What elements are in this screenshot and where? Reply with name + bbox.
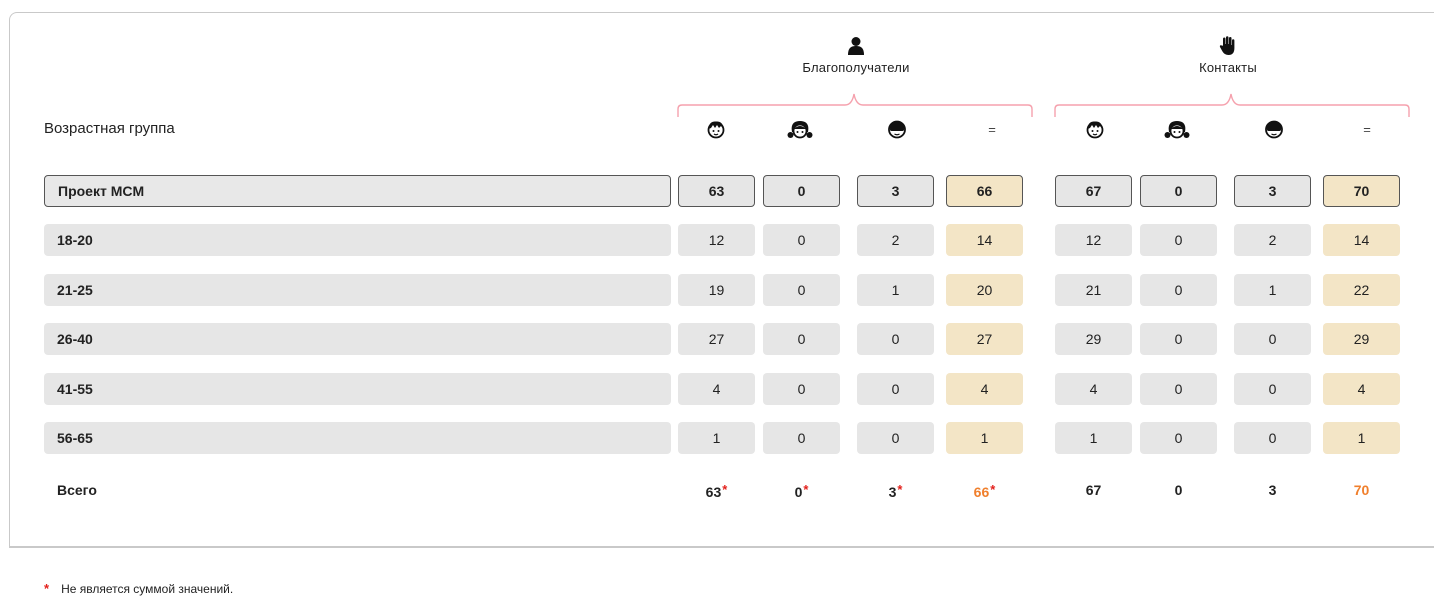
- value-cell: 4: [678, 373, 755, 405]
- not-sum-asterisk: *: [803, 482, 809, 497]
- sum-cell: 14: [1323, 224, 1400, 256]
- value-cell: 0: [1234, 422, 1311, 454]
- total-cell: [946, 482, 1023, 500]
- value-cell: 0: [1234, 373, 1311, 405]
- value-cell: 1: [857, 274, 934, 306]
- girl-icon: [787, 118, 811, 140]
- row-label: 56-65: [44, 422, 671, 454]
- sum-cell: 66: [946, 175, 1023, 207]
- group-contacts-label: Контакты: [1199, 60, 1257, 75]
- sum-cell: 4: [946, 373, 1023, 405]
- not-sum-asterisk: *: [722, 482, 728, 497]
- value-cell: 0: [857, 422, 934, 454]
- total-value: 0: [1174, 482, 1183, 498]
- masked-face-icon: [1262, 118, 1286, 140]
- beneficiaries-bracket: [677, 92, 1033, 118]
- value-cell: 0: [1140, 224, 1217, 256]
- sum-cell: 27: [946, 323, 1023, 355]
- total-cell: [763, 482, 840, 500]
- total-label: Всего: [57, 482, 97, 498]
- value-cell: 0: [1140, 373, 1217, 405]
- value-cell: 0: [763, 274, 840, 306]
- value-cell: 1: [1234, 274, 1311, 306]
- value-cell: 2: [1234, 224, 1311, 256]
- not-sum-asterisk: *: [897, 482, 903, 497]
- sum-cell: 1: [1323, 422, 1400, 454]
- value-cell: 29: [1055, 323, 1132, 355]
- footnote-marker: *: [44, 581, 50, 596]
- value-cell: 63: [678, 175, 755, 207]
- value-cell: 4: [1055, 373, 1132, 405]
- contacts-bracket: [1054, 92, 1410, 118]
- row-label: 41-55: [44, 373, 671, 405]
- sum-cell: 22: [1323, 274, 1400, 306]
- row-label: 26-40: [44, 323, 671, 355]
- person-icon: [771, 36, 941, 56]
- age-group-header: Возрастная группа: [44, 120, 175, 137]
- sum-cell: 4: [1323, 373, 1400, 405]
- sum-cell: 14: [946, 224, 1023, 256]
- row-label: Проект MCM: [44, 175, 671, 207]
- value-cell: 0: [763, 175, 840, 207]
- value-cell: 0: [1140, 175, 1217, 207]
- value-cell: 0: [1234, 323, 1311, 355]
- group-beneficiaries-label: Благополучатели: [802, 60, 910, 75]
- total-cell: [1055, 482, 1132, 498]
- value-cell: 21: [1055, 274, 1132, 306]
- total-value: 3: [1268, 482, 1277, 498]
- sum-column-header: =: [988, 122, 996, 137]
- value-cell: 0: [1140, 422, 1217, 454]
- sum-cell: 29: [1323, 323, 1400, 355]
- value-cell: 0: [763, 323, 840, 355]
- value-cell: 0: [763, 373, 840, 405]
- footnote: [44, 581, 233, 596]
- group-contacts-header: [1148, 36, 1308, 75]
- footer-divider: [9, 547, 1434, 548]
- value-cell: 0: [857, 373, 934, 405]
- sum-cell: 20: [946, 274, 1023, 306]
- total-value: 63: [705, 484, 722, 500]
- girl-icon: [1164, 118, 1188, 140]
- value-cell: 2: [857, 224, 934, 256]
- total-cell: [857, 482, 934, 500]
- value-cell: 3: [1234, 175, 1311, 207]
- sum-cell: 1: [946, 422, 1023, 454]
- sum-column-header: =: [1363, 122, 1371, 137]
- boy-icon: [1083, 118, 1107, 140]
- value-cell: 1: [1055, 422, 1132, 454]
- group-beneficiaries-header: [771, 36, 941, 75]
- total-value: 70: [1353, 482, 1370, 498]
- value-cell: 0: [857, 323, 934, 355]
- sum-cell: 70: [1323, 175, 1400, 207]
- masked-face-icon: [885, 118, 909, 140]
- total-cell: [1234, 482, 1311, 498]
- value-cell: 0: [1140, 323, 1217, 355]
- value-cell: 19: [678, 274, 755, 306]
- value-cell: 27: [678, 323, 755, 355]
- total-value: 0: [794, 484, 803, 500]
- total-cell: [678, 482, 755, 500]
- boy-icon: [704, 118, 728, 140]
- total-cell: [1140, 482, 1217, 498]
- value-cell: 0: [763, 224, 840, 256]
- value-cell: 12: [1055, 224, 1132, 256]
- value-cell: 3: [857, 175, 934, 207]
- total-value: 66: [973, 484, 990, 500]
- value-cell: 1: [678, 422, 755, 454]
- hand-icon: [1148, 36, 1308, 56]
- total-cell: [1323, 482, 1400, 498]
- total-value: 3: [888, 484, 897, 500]
- value-cell: 0: [763, 422, 840, 454]
- footnote-text: Не является суммой значений.: [61, 581, 234, 596]
- row-label: 21-25: [44, 274, 671, 306]
- value-cell: 12: [678, 224, 755, 256]
- value-cell: 0: [1140, 274, 1217, 306]
- not-sum-asterisk: *: [990, 482, 996, 497]
- row-label: 18-20: [44, 224, 671, 256]
- total-value: 67: [1085, 482, 1102, 498]
- value-cell: 67: [1055, 175, 1132, 207]
